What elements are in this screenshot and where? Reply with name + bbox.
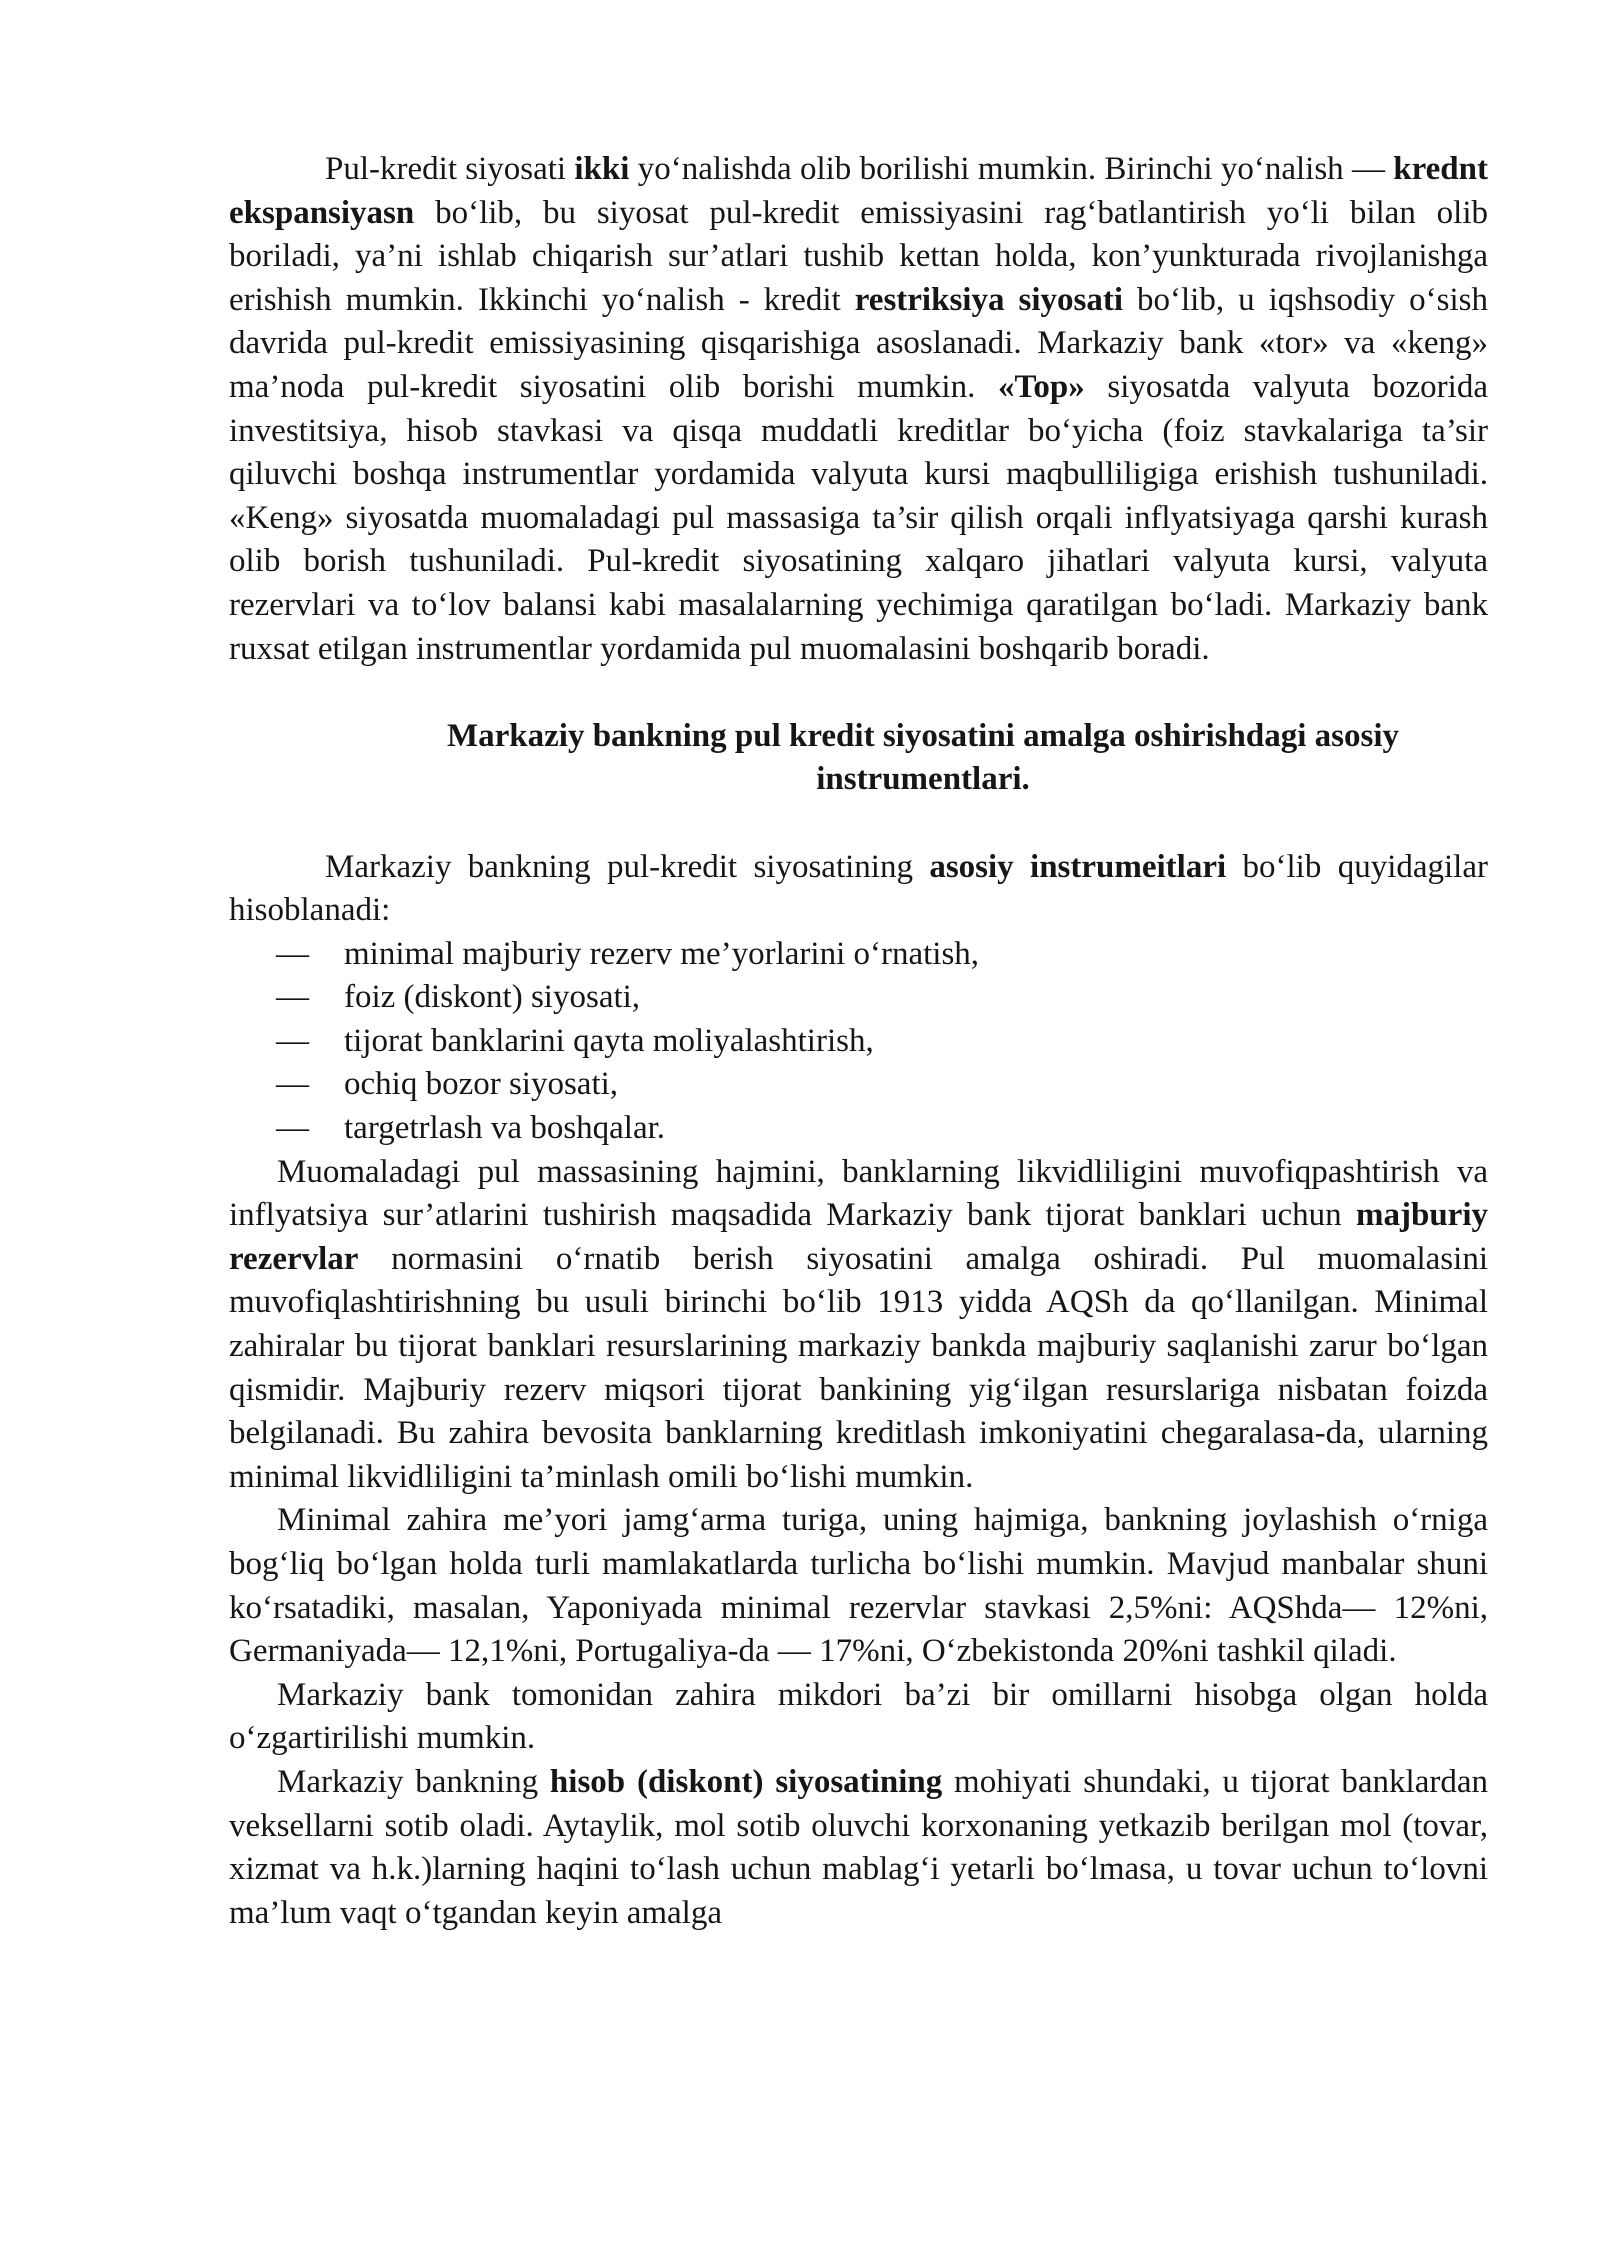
list-item: — foiz (diskont) siyosati,	[276, 976, 1488, 1020]
list-item: — minimal majburiy rezerv me’yorlarini o‘rnatish,	[276, 933, 1488, 977]
instrument-list	[229, 933, 1488, 1151]
bold-term: asosiy instrumeitlari	[929, 848, 1227, 885]
paragraph-instruments-intro: Markaziy bankning pul-kredit siyosatining asosiy instrumeitlari bo‘lib quyidagilar hisoblanadi:	[229, 848, 1488, 929]
bold-term: majburiy rezervlar	[229, 1197, 1488, 1277]
section-heading-line: Markaziy bankning pul kredit siyosatini amalga oshirishdagi asosiy	[446, 717, 1400, 754]
bold-term: kredn​t ekspansiyasn	[229, 151, 1488, 231]
section-heading	[229, 715, 1488, 802]
list-item: — targetrlash va boshqalar.	[276, 1107, 1488, 1151]
paragraph-policy-directions: Pul-kredit siyosati ikki yo‘nalishda olib borilishi mumkin. Birinchi yo‘nalish — kredn​t ekspansiyasn bo‘lib, bu siyosat pul-kredit emissiyasini rag‘batlantirish yo‘li bilan olib boriladi, ya’ni ishlab chiqarish sur’atlari tushib kettan holda, kon’yunkturada rivojlanishga erishish mumkin. Ikkinchi yo‘nalish - kredit restriksiya siyosati bo‘lib, u iqshsodiy o‘sish davrida pul-kredit emissiyasining qisqarishiga asoslanadi. Markaziy bank «tor» va «keng» ma’noda pul-kredit siyosatini olib borishi mumkin. «Top» siyosatda valyuta bozorida investitsiya, hisob stavkasi va qisqa muddatli kreditlar bo‘yicha (foiz stavkalariga ta’sir qiluvchi boshqa instrumentlar yordamida valyuta kursi maqbulliligiga erishish tushuniladi. «Keng» siyosatda muomaladagi pul massasiga ta’sir qilish orqali inflyatsiyaga qarshi kurash olib borish tushuniladi. Pul-kredit siyosatining xalqaro jihatlari valyuta kursi, valyuta rezervlari va to‘lov balansi kabi masalalarning yechimiga qaratilgan bo‘ladi. Markaziy bank ruxsat etilgan instrumentlar yordamida pul muomalasini boshqarib boradi.	[229, 151, 1488, 667]
section-heading-line: instrumentlari.	[816, 761, 1030, 798]
paragraph-reserve-change: Markaziy bank tomonidan zahira mikdori ba’zi bir omillarni hisobga olgan holda o‘zgartirilishi mumkin.	[229, 1676, 1488, 1757]
bold-term: ikki	[574, 151, 630, 187]
bold-term: hisob (diskont) siyosatining	[549, 1763, 943, 1800]
dash-bullet: —	[276, 979, 309, 1016]
bold-term: «Top»	[997, 368, 1085, 405]
dash-bullet: —	[276, 1066, 309, 1103]
bold-term: restriksiya siyosati	[854, 281, 1123, 318]
document-page	[229, 148, 1488, 1935]
dash-bullet: —	[276, 1110, 309, 1147]
paragraph-discount-policy: Markaziy bankning hisob (diskont) siyosatining mohiyati shundaki, u tijorat banklardan veksellarni sotib oladi. Aytaylik, mol sotib oluvchi korxonaning yetkazib berilgan mol (tovar, xizmat va h.k.)larning haqini to‘lash uchun mablag‘i yetarli bo‘lmasa, u tovar uchun to‘lovni ma’lum vaqt o‘tgandan keyin amalga	[229, 1763, 1488, 1931]
paragraph-reserve-rates: Minimal zahira me’yori jamg‘arma turiga, uning hajmiga, bankning joylashish o‘rniga bog‘liq bo‘lgan holda turli mamlakatlarda turlicha bo‘lishi mumkin. Mavjud manbalar shuni ko‘rsatadiki, masalan, Yaponiyada minimal rezervlar stavkasi 2,5%ni: AQShda— 12%ni, Germaniyada— 12,1%ni, Portugaliya-da — 17%ni, O‘zbekistonda 20%ni tashkil qiladi.	[229, 1502, 1488, 1670]
dash-bullet: —	[276, 1022, 309, 1059]
list-item: — ochiq bozor siyosati,	[276, 1063, 1488, 1107]
paragraph-reserve-requirements: Muomaladagi pul massasining hajmini, banklarning likvidliligini muvofiqpashtirish va inflyatsiya sur’atlarini tushirish maqsadida Markaziy bank tijorat banklari uchun majburiy rezervlar normasini o‘rnatib berish siyosatini amalga oshiradi. Pul muomalasini muvofiqlashtirishning bu usuli birinchi bo‘lib 1913 yidda AQSh da qo‘llanilgan. Minimal zahiralar bu tijorat banklari resurslarining markaziy bankda majburiy saqlanishi zarur bo‘lgan qismidir. Majburiy rezerv miqsori tijorat bankining yig‘ilgan resurslariga nisbatan foizda belgilanadi. Bu zahira bevosita banklarning kreditlash imkoniyatini chegaralasa-da, ularning minimal likvidliligini ta’minlash omili bo‘lishi mumkin.	[229, 1153, 1488, 1495]
list-item: — tijorat banklarini qayta moliyalashtirish,	[276, 1020, 1488, 1064]
dash-bullet: —	[276, 935, 309, 972]
